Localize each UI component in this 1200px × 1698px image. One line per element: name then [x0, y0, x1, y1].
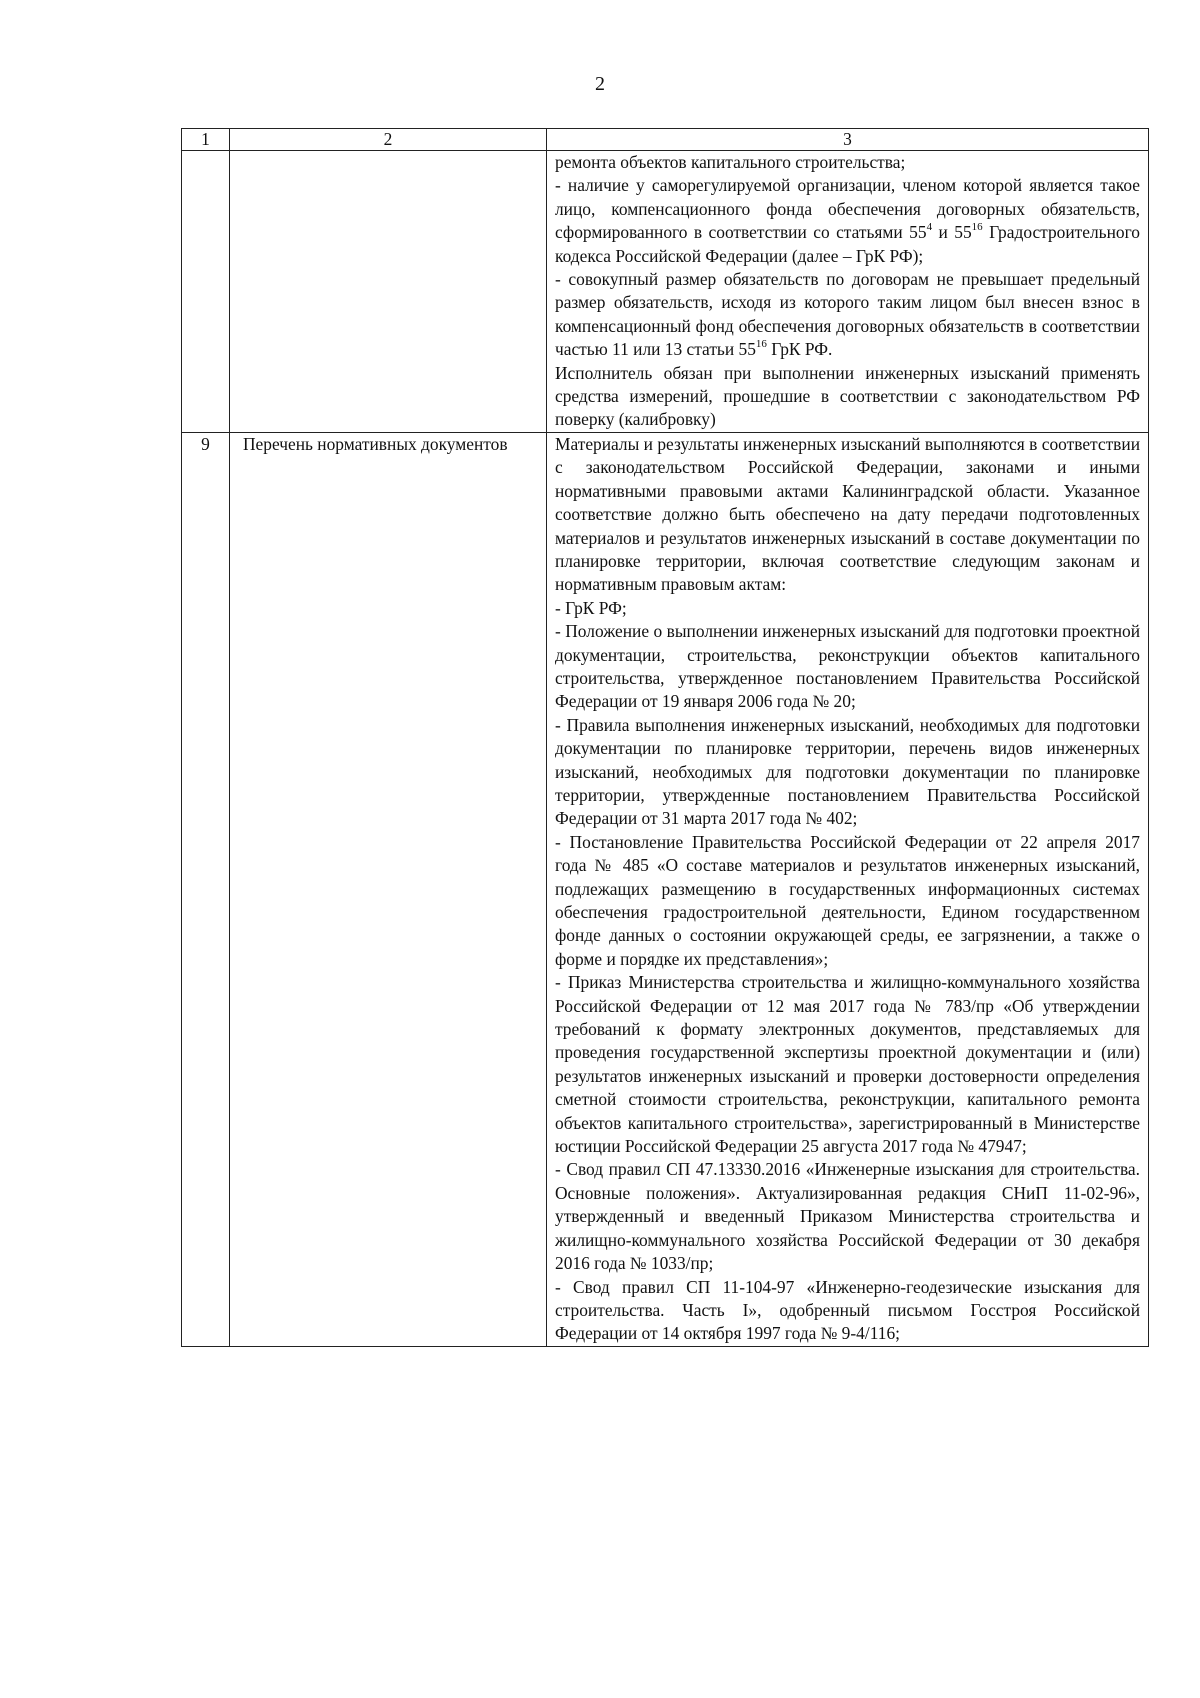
row-number-cell	[182, 151, 230, 433]
paragraph: - ГрК РФ;	[555, 597, 627, 618]
page-number: 2	[595, 73, 605, 95]
row-name-cell: Перечень нормативных документов	[230, 432, 547, 1346]
paragraph: - Правила выполнения инженерных изысканий, необходимых для подготовки документации по планировке территории, перечень видов инженерных изысканий, необходимых для подготовки документации по планировке территории, утвержденные постановлением Правительства Российской Федерации от 31 марта 2017 года № 402;	[555, 714, 1140, 829]
requirements-table	[181, 128, 1149, 1347]
header-col-2: 2	[230, 129, 547, 151]
paragraph: - наличие у саморегулируемой организации, членом которой является такое лицо, компенсационного фонда обеспечения договорных обязательств, сформированного в соответствии со статьями $55^4$ и $55^{16}$ Градостроительного кодекса Российской Федерации (далее – ГрК РФ);	[555, 175, 1140, 266]
paragraph: Исполнитель обязан при выполнении инженерных изысканий применять средства измерений, прошедшие в соответствии с законодательством РФ поверку (калибровку)	[555, 362, 1140, 430]
header-col-3: 3	[547, 129, 1149, 151]
paragraph: - Постановление Правительства Российской Федерации от 22 апреля 2017 года № 485 «О составе материалов и результатов инженерных изысканий, подлежащих размещению в государственных информационных системах обеспечения градостроительной деятельности, Едином государственном фонде данных о состоянии окружающей среды, ее загрязнении, а также о форме и порядке их представления»;	[555, 831, 1140, 969]
paragraph: - Свод правил СП 47.13330.2016 «Инженерные изыскания для строительства. Основные положения». Актуализированная редакция СНиП 11-02-96», утвержденный и введенный Приказом Министерства строительства и жилищно-коммунального хозяйства Российской Федерации от 30 декабря 2016 года № 1033/пр;	[555, 1159, 1140, 1274]
table-header-row	[182, 129, 1149, 151]
paragraph: ремонта объектов капитального строительства;	[555, 152, 906, 172]
paragraph: - Свод правил СП 11-104-97 «Инженерно-геодезические изыскания для строительства. Часть I», одобренный письмом Госстроя Российской Федерации от 14 октября 1997 года № 9-4/116;	[555, 1276, 1140, 1344]
row-number-cell: 9	[182, 432, 230, 1346]
row-text-cell	[547, 432, 1149, 1346]
paragraph: - Приказ Министерства строительства и жилищно-коммунального хозяйства Российской Федерации от 12 мая 2017 года № 783/пр «Об утверждении требований к формату электронных документов, представляемых для проведения государственной экспертизы проектной документации и (или) результатов инженерных изысканий и проверки достоверности определения сметной стоимости строительства, реконструкции, капитального ремонта объектов капитального строительства», зарегистрированный в Министерстве юстиции Российской Федерации 25 августа 2017 года № 47947;	[555, 972, 1140, 1157]
row-name-cell	[230, 151, 547, 433]
header-col-1: 1	[182, 129, 230, 151]
table-row-continuation	[182, 151, 1149, 433]
paragraph: Материалы и результаты инженерных изысканий выполняются в соответствии с законодательством Российской Федерации, законами и иными нормативными правовыми актами Калининградской области. Указанное соответствие должно быть обеспечено на дату передачи подготовленных материалов и результатов инженерных изысканий в составе документации по планировке территории, включая соответствие следующим законам и нормативным правовым актам:	[555, 433, 1140, 595]
paragraph: - совокупный размер обязательств по договорам не превышает предельный размер обязательств, исходя из которого таким лицом был внесен взнос в компенсационный фонд обеспечения договорных обязательств в соответствии частью 11 или 13 статьи $55^{16}$ ГрК РФ.	[555, 269, 1140, 360]
paragraph: - Положение о выполнении инженерных изысканий для подготовки проектной документации, строительства, реконструкции объектов капитального строительства, утвержденное постановлением Правительства Российской Федерации от 19 января 2006 года № 20;	[555, 621, 1140, 712]
row-text-cell	[547, 151, 1149, 433]
table-row-9	[182, 432, 1149, 1346]
